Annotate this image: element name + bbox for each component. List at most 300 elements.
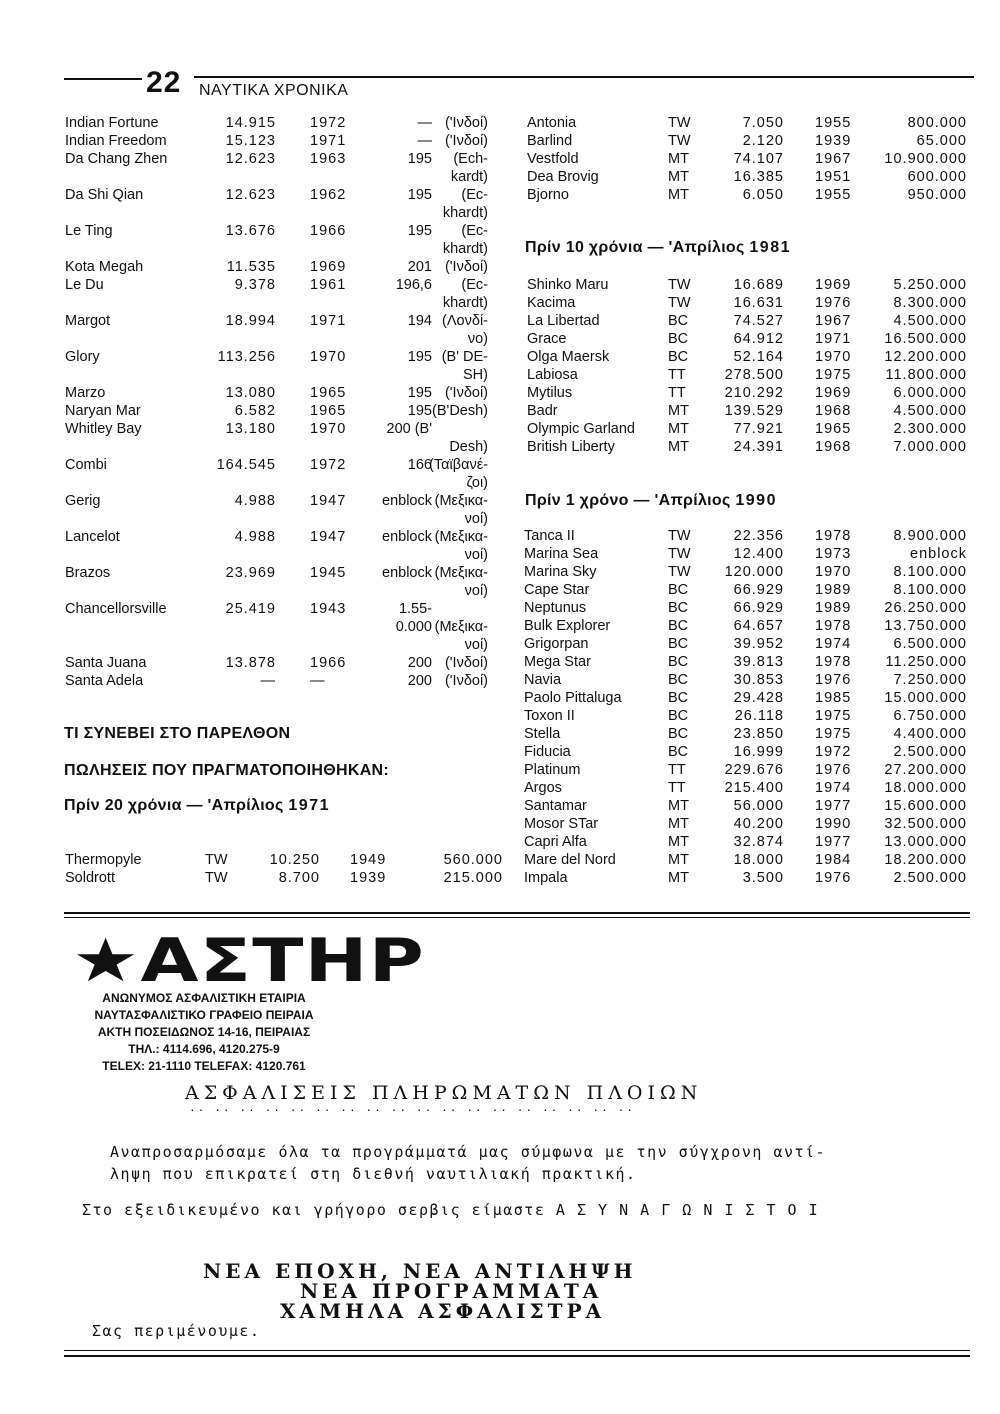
ship-name: Glory	[65, 349, 100, 365]
logo-text: ΑΣΤΗΡ	[140, 926, 425, 996]
ship-year: —	[310, 673, 326, 689]
ship-year: 1984	[815, 852, 852, 868]
ship-dwt: 13.878	[225, 655, 276, 671]
ship-buyer: Desh)	[449, 439, 488, 455]
ad-headline: ΑΣΦΑΛΙΣΕΙΣ ΠΛΗΡΩΜΑΤΩΝ ΠΛΟΙΩΝ	[185, 1082, 703, 1104]
ship-type: TT	[668, 780, 686, 796]
ship-dwt: 23.969	[225, 565, 276, 581]
ship-type: MT	[668, 169, 689, 185]
ship-name: Chancellorsville	[65, 601, 167, 617]
ship-dwt: 39.952	[733, 636, 784, 652]
ship-year: 1968	[815, 439, 852, 455]
ship-type: MT	[668, 852, 689, 868]
ship-year: 1972	[310, 457, 347, 473]
ship-name: Mytilus	[527, 385, 573, 401]
ship-dwt: 10.250	[269, 852, 320, 868]
ship-price: 7.250.000	[893, 672, 967, 688]
ship-buyer: SH)	[463, 367, 488, 383]
ship-dwt: 210.292	[724, 385, 784, 401]
ship-price: 11.800.000	[885, 367, 967, 383]
ship-buyer: (Ec-	[461, 223, 488, 239]
ship-buyer: (Λονδί-	[442, 313, 488, 329]
ship-price: 27.200.000	[884, 762, 967, 778]
ship-name: Antonia	[527, 115, 577, 131]
ship-name: Naryan Mar	[65, 403, 141, 419]
ship-year: 1990	[815, 816, 852, 832]
ship-price: enblock	[382, 565, 432, 581]
ad-slogan-1: ΝΕΑ ΕΠΟΧΗ, ΝΕΑ ΑΝΤΙΛΗΨΗ	[203, 1259, 637, 1283]
ship-dwt: 13.080	[225, 385, 276, 401]
ship-dwt: 32.874	[733, 834, 784, 850]
ship-dwt: 6.582	[234, 403, 276, 419]
ship-buyer: ('Ινδοί)	[444, 673, 488, 689]
heading-1981-year: 1981	[749, 239, 791, 256]
heading-1971-text: Πρίν 20 χρόνια — 'Απρίλιος	[64, 797, 284, 814]
ship-name: Toxon II	[524, 708, 575, 724]
ship-dwt: 11.535	[226, 259, 276, 275]
ship-year: 1965	[310, 385, 347, 401]
ship-price: 26.250.000	[884, 600, 967, 616]
ad-paragraph-line-1: Αναπροσαρμόσαμε όλα τα προγράμματά μας σύμφωνα με την σύγχρονη αντί-	[110, 1143, 827, 1161]
ad-bottom-rule-2	[64, 1355, 970, 1357]
ship-type: TW	[205, 852, 228, 868]
ship-name: La Libertad	[527, 313, 600, 329]
ship-dwt: 3.500	[742, 870, 784, 886]
ship-name: Soldrott	[65, 870, 115, 886]
ship-year: 1970	[310, 421, 347, 437]
ship-name: Barlind	[527, 133, 573, 149]
ship-dwt: 23.850	[733, 726, 784, 742]
ship-dwt: 14.915	[225, 115, 276, 131]
ship-dwt: 39.813	[733, 654, 784, 670]
ship-type: BC	[668, 636, 689, 652]
ship-dwt: 139.529	[724, 403, 784, 419]
ship-name: Da Chang Zhen	[65, 151, 168, 167]
ad-slogan-3: ΧΑΜΗΛΑ ΑΣΦΑΛΙΣΤΡΑ	[280, 1299, 606, 1323]
ship-dwt: —	[260, 673, 276, 689]
ship-buyer: (Ταϊβανέ-	[429, 457, 488, 473]
ship-type: BC	[668, 654, 689, 670]
ship-price: —	[417, 133, 432, 149]
ship-price: 2.300.000	[893, 421, 967, 437]
ship-year: 1975	[815, 708, 852, 724]
ship-price: 13.750.000	[884, 618, 967, 634]
ship-price: 2.500.000	[893, 744, 967, 760]
ship-name: Mare del Nord	[524, 852, 616, 868]
ship-price: 195	[407, 151, 432, 167]
ship-dwt: 16.385	[733, 169, 784, 185]
ship-price: 195	[407, 349, 432, 365]
ship-price: 7.000.000	[893, 439, 967, 455]
ship-name: Olga Maersk	[527, 349, 610, 365]
ship-buyer: (Β' DE-	[441, 349, 488, 365]
ship-type: BC	[668, 726, 689, 742]
ship-name: Mosor STar	[524, 816, 599, 832]
ship-year: 1989	[815, 582, 852, 598]
ship-year: 1945	[310, 565, 347, 581]
ship-name: Indian Fortune	[65, 115, 159, 131]
ship-name: Paolo Pittaluga	[524, 690, 622, 706]
ship-price: 15.000.000	[884, 690, 967, 706]
ad-closing: Σας περιμένουμε.	[92, 1322, 261, 1340]
ship-type: MT	[668, 151, 689, 167]
ship-price: —	[417, 115, 432, 131]
ship-price: 10.900.000	[884, 151, 967, 167]
ship-buyer: νοί)	[464, 511, 488, 527]
aster-logo	[72, 928, 425, 994]
star-icon: ★	[72, 926, 141, 996]
ship-name: Shinko Maru	[527, 277, 609, 293]
ship-buyer: νοί)	[464, 583, 488, 599]
ship-year: 1971	[310, 133, 347, 149]
ship-price: 195	[407, 187, 432, 203]
ship-year: 1962	[310, 187, 347, 203]
ship-price: 5.250.000	[893, 277, 967, 293]
ship-price: 200	[407, 655, 432, 671]
ship-price: 166	[407, 457, 432, 473]
ship-year: 1951	[815, 169, 852, 185]
ship-price: 195	[407, 403, 432, 419]
ship-buyer: νοί)	[464, 547, 488, 563]
ship-type: TW	[205, 870, 228, 886]
ship-name: Marzo	[65, 385, 106, 401]
ship-dwt: 64.657	[733, 618, 784, 634]
ship-price: 18.200.000	[884, 852, 967, 868]
ship-type: BC	[668, 331, 689, 347]
company-info	[64, 990, 344, 1075]
ship-dwt: 12.400	[733, 546, 784, 562]
section-heading-past: ΤΙ ΣΥΝΕΒΕΙ ΣΤΟ ΠΑΡΕΛΘΟΝ	[64, 725, 291, 742]
ship-price: 200	[407, 673, 432, 689]
ship-price: 6.000.000	[893, 385, 967, 401]
ship-price: 11.250.000	[885, 654, 967, 670]
ship-year: 1963	[310, 151, 347, 167]
ship-dwt: 74.527	[733, 313, 784, 329]
ship-year: 1978	[815, 654, 852, 670]
ship-year: 1955	[815, 187, 852, 203]
ship-name: Mega Star	[524, 654, 591, 670]
ship-type: MT	[668, 439, 689, 455]
ship-name: Cape Star	[524, 582, 590, 598]
ship-price: 950.000	[907, 187, 967, 203]
ship-type: TT	[668, 385, 686, 401]
ship-price: 15.600.000	[884, 798, 967, 814]
ship-type: BC	[668, 744, 689, 760]
ship-price: 13.000.000	[884, 834, 967, 850]
ship-year: 1939	[350, 870, 387, 886]
ship-price: 12.200.000	[884, 349, 967, 365]
section-heading-sales: ΠΩΛΗΣΕΙΣ ΠΟΥ ΠΡΑΓΜΑΤΟΠΟΙΗΘΗΚΑΝ:	[64, 762, 390, 779]
ship-year: 1970	[310, 349, 347, 365]
publication-title: ΝΑΥΤΙΚΑ ΧΡΟΝΙΚΑ	[199, 82, 349, 99]
ship-price: 195	[407, 223, 432, 239]
ship-type: MT	[668, 834, 689, 850]
ship-year: 1967	[815, 151, 852, 167]
ship-price: 800.000	[907, 115, 967, 131]
ship-dwt: 22.356	[733, 528, 784, 544]
company-info-line: ΑΝΩΝΥΜΟΣ ΑΣΦΑΛΙΣΤΙΚΗ ΕΤΑΙΡΙΑ	[102, 991, 306, 1005]
ship-price: 200 (B'	[386, 421, 432, 437]
ship-year: 1947	[310, 529, 347, 545]
ship-dwt: 66.929	[733, 600, 784, 616]
ship-name: Le Ting	[65, 223, 113, 239]
ship-year: 1970	[815, 564, 852, 580]
ship-buyer: (Μεξικα-	[434, 565, 488, 581]
ship-type: BC	[668, 708, 689, 724]
ship-name: Vestfold	[527, 151, 579, 167]
ship-year: 1976	[815, 870, 852, 886]
ship-year: 1966	[310, 655, 347, 671]
company-info-line: ΑΚΤΗ ΠΟΣΕΙΔΩΝΟΣ 14-16, ΠΕΙΡΑΙΑΣ	[97, 1025, 311, 1039]
header-rule-right	[194, 76, 974, 78]
ship-price: 195	[407, 385, 432, 401]
ship-buyer: kardt)	[450, 169, 488, 185]
ship-type: MT	[668, 816, 689, 832]
ship-dwt: 13.180	[225, 421, 276, 437]
ship-buyer: khardt)	[442, 205, 488, 221]
ship-dwt: 18.994	[225, 313, 276, 329]
section-heading-1981	[525, 239, 791, 257]
ship-buyer: ('Ινδοί)	[444, 133, 488, 149]
ship-buyer: (Ech-	[453, 151, 488, 167]
ship-year: 1971	[310, 313, 347, 329]
ship-year: 1965	[310, 403, 347, 419]
ship-year: 1977	[815, 798, 852, 814]
ship-price: 4.500.000	[893, 313, 967, 329]
ship-type: MT	[668, 798, 689, 814]
ship-name: Bulk Explorer	[524, 618, 611, 634]
ship-price: 2.500.000	[893, 870, 967, 886]
heading-1971-year: 1971	[288, 797, 330, 814]
ship-year: 1971	[815, 331, 852, 347]
ship-name: Argos	[524, 780, 562, 796]
heading-1990-text: Πρίν 1 χρόνο — 'Απρίλιος	[525, 492, 731, 509]
ship-dwt: 2.120	[742, 133, 784, 149]
ad-slogan-2: ΝΕΑ ΠΡΟΓΡΑΜΜΑΤΑ	[300, 1279, 603, 1303]
ship-dwt: 6.050	[742, 187, 784, 203]
ship-name: Santa Adela	[65, 673, 144, 689]
ship-dwt: 52.164	[733, 349, 784, 365]
ship-dwt: 16.689	[733, 277, 784, 293]
ship-price: enblock	[382, 493, 432, 509]
ship-price: 16.500.000	[884, 331, 967, 347]
ship-buyer: ('Ινδοί)	[444, 115, 488, 131]
ship-type: BC	[668, 582, 689, 598]
ship-type: TT	[668, 367, 686, 383]
ship-name: Marina Sea	[524, 546, 599, 562]
ship-dwt: 13.676	[225, 223, 276, 239]
ship-price: 8.300.000	[893, 295, 967, 311]
ad-top-rule-1	[64, 912, 970, 914]
ship-type: MT	[668, 421, 689, 437]
ship-year: 1969	[815, 277, 852, 293]
header-rule-left	[64, 78, 142, 80]
ship-type: BC	[668, 618, 689, 634]
ship-year: 1989	[815, 600, 852, 616]
ship-buyer: (Ec-	[461, 277, 488, 293]
ship-dwt: 26.118	[734, 708, 784, 724]
ship-name: Indian Freedom	[65, 133, 167, 149]
ship-name: Grigorpan	[524, 636, 589, 652]
ship-dwt: 113.256	[217, 349, 276, 365]
ship-price: 8.100.000	[893, 564, 967, 580]
ship-year: 1970	[815, 349, 852, 365]
ship-type: MT	[668, 403, 689, 419]
ship-price: enblock	[910, 546, 967, 562]
ship-dwt: 77.921	[733, 421, 784, 437]
ship-dwt: 9.378	[234, 277, 276, 293]
ship-name: Stella	[524, 726, 561, 742]
ad-paragraph-line-2: ληψη που επικρατεί στη διεθνή ναυτιλιακή πρακτική.	[110, 1165, 637, 1183]
ship-price: 65.000	[916, 133, 967, 149]
ship-name: Thermopyle	[65, 852, 142, 868]
company-info-line: ΤΗΛ.: 4114.696, 4120.275-9	[128, 1042, 280, 1056]
headline-dots: ·· ·· ·· ·· ·· ·· ·· ·· ·· ·· ·· ·· ·· ·· ·· ·· ·· ··	[190, 1101, 636, 1117]
page-number: 22	[146, 66, 182, 99]
ship-price-cont: 0.000	[395, 619, 432, 635]
company-info-line: TELEX: 21-1110 TELEFAX: 4120.761	[102, 1059, 306, 1073]
ship-dwt: 12.623	[225, 151, 276, 167]
ship-dwt: 66.929	[733, 582, 784, 598]
ship-name: Margot	[65, 313, 111, 329]
ship-year: 1969	[310, 259, 347, 275]
ship-dwt: 74.107	[733, 151, 784, 167]
ship-name: Santamar	[524, 798, 587, 814]
ship-year: 1974	[815, 636, 852, 652]
ship-buyer: khardt)	[442, 241, 488, 257]
ship-name: Le Du	[65, 277, 104, 293]
ship-type: TW	[668, 546, 691, 562]
ship-name: Navia	[524, 672, 562, 688]
ship-price: 6.750.000	[893, 708, 967, 724]
ship-price: 201	[407, 259, 432, 275]
ship-name: Gerig	[65, 493, 101, 509]
ship-year: 1976	[815, 295, 852, 311]
ship-name: Platinum	[524, 762, 581, 778]
ship-year: 1947	[310, 493, 347, 509]
ship-year: 1976	[815, 672, 852, 688]
ship-name: Marina Sky	[524, 564, 597, 580]
ship-year: 1974	[815, 780, 852, 796]
ship-price: 194	[407, 313, 432, 329]
ship-type: BC	[668, 672, 689, 688]
ship-year: 1961	[310, 277, 347, 293]
ship-name: Capri Alfa	[524, 834, 587, 850]
ship-price: 600.000	[907, 169, 967, 185]
ship-dwt: 64.912	[733, 331, 784, 347]
ship-name: Whitley Bay	[65, 421, 142, 437]
ship-dwt: 29.428	[733, 690, 784, 706]
ship-type: MT	[668, 870, 689, 886]
ship-buyer: νοί)	[464, 637, 488, 653]
ship-year: 1943	[310, 601, 347, 617]
ship-dwt: 16.999	[733, 744, 784, 760]
ship-year: 1973	[815, 546, 852, 562]
ship-year: 1965	[815, 421, 852, 437]
ship-buyer: (Μεξικα-	[434, 619, 488, 635]
ship-year: 1978	[815, 528, 852, 544]
ship-name: Neptunus	[524, 600, 587, 616]
ship-name: Da Shi Qian	[65, 187, 144, 203]
ship-year: 1949	[350, 852, 387, 868]
ship-name: Grace	[527, 331, 567, 347]
ship-year: 1939	[815, 133, 852, 149]
ship-dwt: 15.123	[225, 133, 276, 149]
ship-name: Tanca II	[524, 528, 575, 544]
ship-dwt: 215.400	[724, 780, 784, 796]
ship-name: Lancelot	[65, 529, 120, 545]
ship-type: BC	[668, 600, 689, 616]
ship-buyer: ('Ινδοί)	[444, 655, 488, 671]
section-heading-1971	[64, 797, 330, 815]
ship-dwt: 24.391	[733, 439, 784, 455]
ship-year: 1978	[815, 618, 852, 634]
ship-type: TT	[668, 762, 686, 778]
ship-year: 1975	[815, 726, 852, 742]
ship-name: Bjorno	[527, 187, 569, 203]
ship-name: Labiosa	[527, 367, 578, 383]
ship-year: 1972	[815, 744, 852, 760]
ad-top-rule-2	[64, 917, 970, 918]
ship-year: 1975	[815, 367, 852, 383]
ship-year: 1972	[310, 115, 347, 131]
company-info-line: ΝΑΥΤΑΣΦΑΛΙΣΤΙΚΟ ΓΡΑΦΕΙΟ ΠΕΙΡΑΙΑ	[94, 1008, 314, 1022]
ship-name: Kota Megah	[65, 259, 144, 275]
ship-dwt: 12.623	[225, 187, 276, 203]
ship-dwt: 278.500	[724, 367, 784, 383]
ship-type: BC	[668, 313, 689, 329]
ad-paragraph-2: Στο εξειδικευμένο και γρήγορο σερβις είμαστε Α Σ Υ Ν Α Γ Ω Ν Ι Σ Τ Ο Ι	[82, 1201, 820, 1219]
ship-dwt: 18.000	[733, 852, 784, 868]
ship-type: TW	[668, 528, 691, 544]
ship-buyer: (Ec-	[461, 187, 488, 203]
ship-price: 1.55-	[398, 601, 432, 617]
ship-type: MT	[668, 187, 689, 203]
ship-dwt: 164.545	[216, 457, 276, 473]
ship-year: 1955	[815, 115, 852, 131]
ship-dwt: 16.631	[733, 295, 784, 311]
ship-type: TW	[668, 133, 691, 149]
ship-price: 18.000.000	[884, 780, 967, 796]
ship-type: TW	[668, 277, 691, 293]
ship-buyer: ('Ινδοί)	[444, 259, 488, 275]
ship-price: 215.000	[443, 870, 503, 886]
ship-year: 1966	[310, 223, 347, 239]
ship-name: Kacima	[527, 295, 576, 311]
ship-year: 1969	[815, 385, 852, 401]
ship-price: 8.900.000	[893, 528, 967, 544]
ship-price: 560.000	[443, 852, 503, 868]
ship-buyer: νο)	[467, 331, 488, 347]
ship-price: 4.400.000	[893, 726, 967, 742]
ship-dwt: 8.700	[278, 870, 320, 886]
ship-dwt: 120.000	[724, 564, 784, 580]
ship-name: Santa Juana	[65, 655, 147, 671]
ship-dwt: 7.050	[742, 115, 784, 131]
ship-buyer: (Μεξικα-	[434, 493, 488, 509]
ship-type: TW	[668, 564, 691, 580]
ship-price: 8.100.000	[893, 582, 967, 598]
ship-name: British Liberty	[527, 439, 615, 455]
ship-type: TW	[668, 115, 691, 131]
ship-buyer: ζοι)	[466, 475, 488, 491]
ship-year: 1967	[815, 313, 852, 329]
ship-name: Dea Brovig	[527, 169, 599, 185]
ship-year: 1976	[815, 762, 852, 778]
ship-type: BC	[668, 690, 689, 706]
ship-price: 4.500.000	[893, 403, 967, 419]
ship-year: 1968	[815, 403, 852, 419]
